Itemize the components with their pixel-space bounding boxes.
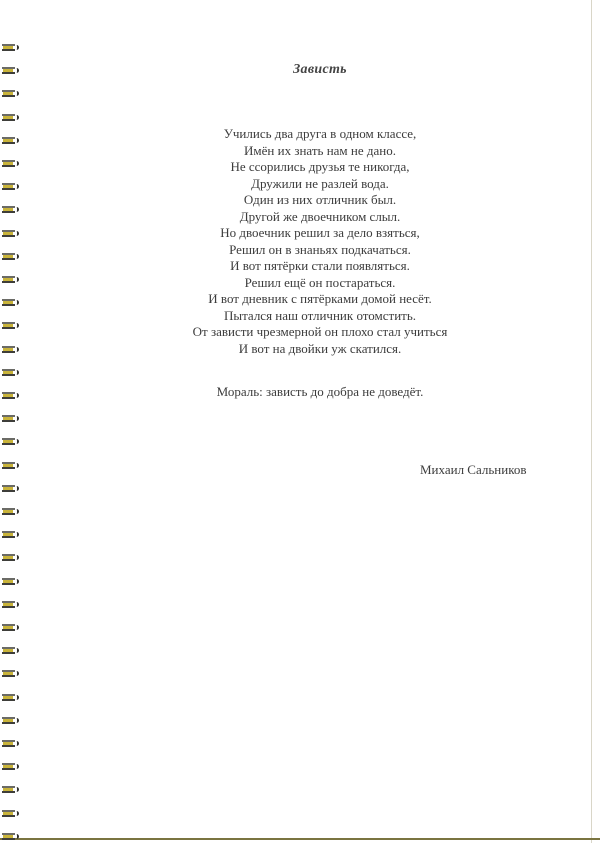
- binding-ring: [2, 392, 18, 399]
- binding-ring: [2, 114, 18, 121]
- binding-ring: [2, 346, 18, 353]
- binding-ring: [2, 415, 18, 422]
- spiral-binding: [2, 0, 20, 843]
- binding-ring: [2, 810, 18, 817]
- binding-ring: [2, 322, 18, 329]
- binding-ring: [2, 44, 18, 51]
- binding-ring: [2, 717, 18, 724]
- binding-ring: [2, 160, 18, 167]
- binding-ring: [2, 90, 18, 97]
- poem-line: Но двоечник решил за дело взяться,: [220, 225, 420, 240]
- binding-ring: [2, 601, 18, 608]
- poem-line: Учились два друга в одном классе,: [223, 126, 417, 141]
- poem-line: И вот дневник с пятёрками домой несёт.: [208, 291, 432, 306]
- binding-ring: [2, 462, 18, 469]
- binding-ring: [2, 763, 18, 770]
- poem-line: Дружили не разлей вода.: [251, 175, 389, 191]
- binding-ring: [2, 253, 18, 260]
- poem-title: Зависть: [293, 62, 347, 77]
- binding-ring: [2, 554, 18, 561]
- poem-author: Михаил Сальников: [420, 462, 527, 477]
- binding-ring: [2, 624, 18, 631]
- poem-line: Один из них отличник был.: [243, 192, 397, 207]
- binding-ring: [2, 531, 18, 538]
- binding-ring: [2, 786, 18, 793]
- binding-ring: [2, 833, 18, 840]
- poem-line: И вот пятёрки стали появляться.: [230, 258, 410, 273]
- poem-line: Другой же двоечником слыл.: [239, 208, 401, 224]
- binding-ring: [2, 647, 18, 654]
- binding-ring: [2, 438, 18, 445]
- binding-ring: [2, 137, 18, 144]
- poem-moral: Мораль: зависть до добра не доведёт.: [216, 384, 424, 399]
- page-edge-right: [591, 0, 592, 843]
- binding-ring: [2, 230, 18, 237]
- page-edge-bottom: [0, 838, 600, 840]
- binding-ring: [2, 694, 18, 701]
- binding-ring: [2, 299, 18, 306]
- binding-ring: [2, 369, 18, 376]
- poem-line: Решил он в знаньях подкачаться.: [229, 241, 411, 257]
- binding-ring: [2, 183, 18, 190]
- binding-ring: [2, 206, 18, 213]
- binding-ring: [2, 508, 18, 515]
- binding-ring: [2, 485, 18, 492]
- binding-ring: [2, 276, 18, 283]
- poem-line: Имён их знать нам не дано.: [244, 142, 396, 158]
- poem-line: Решил ещё он постараться.: [244, 274, 396, 290]
- binding-ring: [2, 670, 18, 677]
- binding-ring: [2, 578, 18, 585]
- poem-line: Не ссорились друзья те никогда,: [230, 159, 410, 174]
- binding-ring: [2, 740, 18, 747]
- poem-line: Пытался наш отличник отомстить.: [223, 307, 417, 323]
- poem-body: [150, 126, 490, 357]
- poem-line: И вот на двойки уж скатился.: [238, 340, 402, 356]
- poem-line: От зависти чрезмерной он плохо стал учиться: [192, 324, 448, 339]
